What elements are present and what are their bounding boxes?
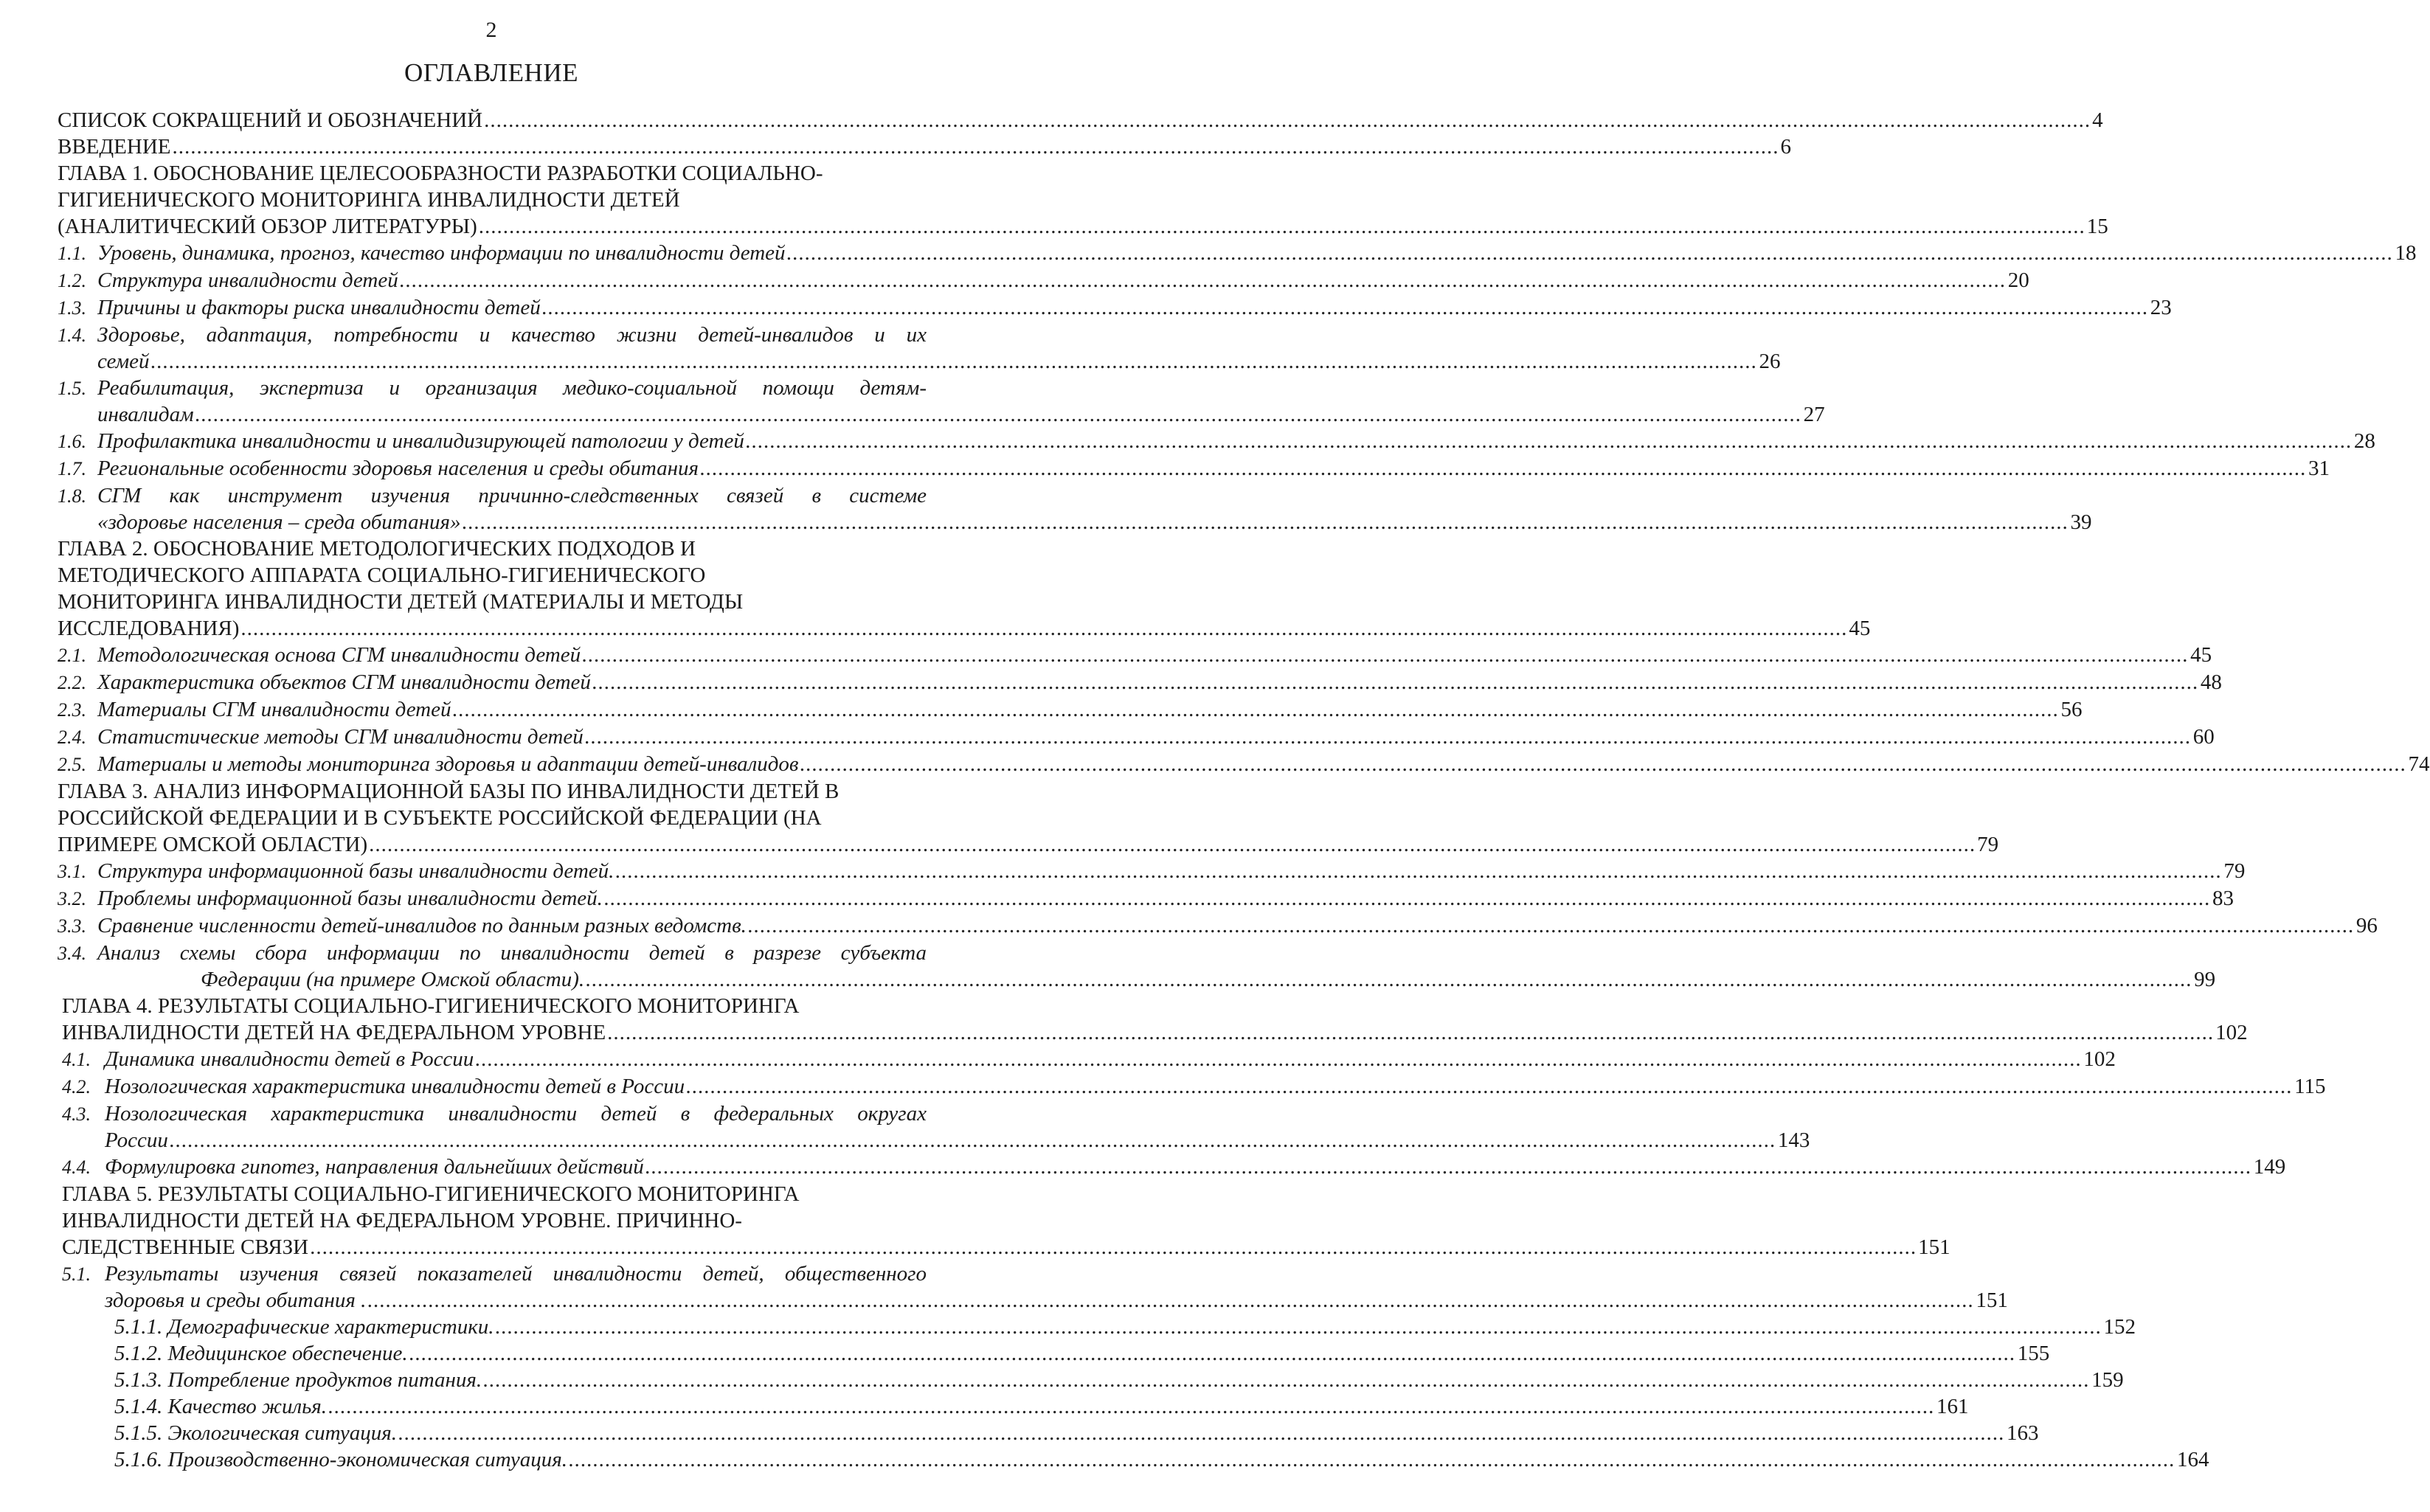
toc-page-number: 56 xyxy=(2060,698,2083,721)
toc-subsubsection-entry xyxy=(114,1446,2209,1473)
toc-entry-title: Уровень, динамика, прогноз, качество информации по инвалидности детей xyxy=(97,241,786,265)
toc-leader-dots xyxy=(586,966,2192,993)
toc-entry-title: 5.1.1. Демографические характеристики. xyxy=(114,1315,494,1339)
toc-page-number: 20 xyxy=(2007,268,2029,292)
toc-entry-title: (АНАЛИТИЧЕСКИЙ ОБЗОР ЛИТЕРАТУРЫ) xyxy=(58,215,477,238)
toc-section-entry xyxy=(62,1046,2116,1073)
toc-section-entry xyxy=(58,724,2215,751)
toc-section-entry xyxy=(58,858,2246,885)
toc-page-number: 159 xyxy=(2091,1368,2124,1392)
toc-entry-line: ГЛАВА 4. РЕЗУЛЬТАТЫ СОЦИАЛЬНО-ГИГИЕНИЧЕСКОГО МОНИТОРИНГА xyxy=(62,994,800,1018)
toc-entry-title: Структура информационной базы инвалидности детей. xyxy=(97,859,615,883)
toc-page-number: 27 xyxy=(1803,403,1825,426)
toc-page-number: 152 xyxy=(2103,1315,2136,1339)
toc-entry-line: Реабилитация, экспертиза и организация медико-социальной помощи детям- xyxy=(97,376,927,400)
toc-subsubsection-entry xyxy=(114,1340,2050,1367)
toc-entry-line: ГЛАВА 2. ОБОСНОВАНИЕ МЕТОДОЛОГИЧЕСКИХ ПОДХОДОВ И xyxy=(58,537,696,561)
toc-entry-line: Анализ схемы сбора информации по инвалидности детей в разрезе субъекта xyxy=(97,941,927,965)
toc-entry-title: Профилактика инвалидности и инвалидизирующей патологии у детей xyxy=(97,429,744,453)
toc-leader-dots xyxy=(569,1446,2175,1473)
toc-leader-dots xyxy=(787,240,2394,266)
toc-section-entry xyxy=(58,669,2222,696)
toc-leader-dots xyxy=(195,401,1802,428)
toc-entry-number: 1.1. xyxy=(58,243,86,264)
toc-leader-dots xyxy=(585,724,2192,750)
toc-chapter-entry xyxy=(58,535,1871,642)
toc-page-number: 96 xyxy=(2355,914,2378,937)
toc-leader-dots xyxy=(173,133,1779,160)
toc-section-entry xyxy=(58,375,1825,428)
toc-entry-number: 4.3. xyxy=(62,1103,91,1125)
toc-entry-title: 5.1.5. Экологическая ситуация. xyxy=(114,1421,398,1445)
toc-page-number: 151 xyxy=(1918,1235,1950,1259)
page-number: 2 xyxy=(485,18,497,42)
toc-entry-line: ГЛАВА 1. ОБОСНОВАНИЕ ЦЕЛЕСООБРАЗНОСТИ РАЗРАБОТКИ СОЦИАЛЬНО- xyxy=(58,162,823,185)
toc-page-number: 15 xyxy=(2086,215,2108,238)
toc-section-entry xyxy=(58,322,1781,375)
toc-leader-dots xyxy=(367,1287,1974,1314)
toc-leader-dots xyxy=(645,1154,2252,1180)
toc-entry-number: 1.7. xyxy=(58,458,86,479)
toc-entry-title: 5.1.6. Производственно-экономическая ситуация. xyxy=(114,1448,567,1471)
toc-leader-dots xyxy=(800,751,2407,777)
toc-leader-dots xyxy=(484,107,2091,133)
toc-page-number: 99 xyxy=(2194,968,2216,991)
toc-page-number: 102 xyxy=(2215,1021,2248,1044)
toc-entry-title: Характеристика объектов СГМ инвалидности детей xyxy=(97,670,591,694)
toc-leader-dots xyxy=(542,294,2149,321)
toc-leader-dots xyxy=(746,428,2353,454)
toc-section-entry xyxy=(62,1100,1810,1154)
toc-chapter-entry xyxy=(58,133,1791,160)
toc-leader-dots xyxy=(483,1367,2090,1393)
toc-entry-line: МЕТОДИЧЕСКОГО АППАРАТА СОЦИАЛЬНО-ГИГИЕНИЧЕСКОГО xyxy=(58,563,706,587)
toc-page-number: 74 xyxy=(2408,752,2430,776)
toc-entry-number: 2.5. xyxy=(58,754,86,775)
toc-entry-title: ИНВАЛИДНОСТИ ДЕТЕЙ НА ФЕДЕРАЛЬНОМ УРОВНЕ xyxy=(62,1021,606,1044)
toc-entry-title: Причины и факторы риска инвалидности детей xyxy=(97,296,541,319)
toc-page-number: 143 xyxy=(1777,1128,1810,1152)
toc-entry-number: 2.1. xyxy=(58,645,86,666)
toc-page-number: 155 xyxy=(2017,1342,2050,1365)
toc-title: ОГЛАВЛЕНИЕ xyxy=(404,58,578,87)
toc-leader-dots xyxy=(369,831,1976,858)
toc-chapter-entry xyxy=(58,107,2103,133)
toc-page-number: 79 xyxy=(2223,859,2246,883)
toc-entry-number: 1.4. xyxy=(58,325,86,346)
toc-page-number: 149 xyxy=(2253,1155,2286,1179)
toc-entry-line: Нозологическая характеристика инвалидности детей в федеральных округах xyxy=(105,1102,927,1126)
toc-leader-dots xyxy=(151,348,1758,375)
toc-entry-title: ИССЛЕДОВАНИЯ) xyxy=(58,617,240,640)
toc-leader-dots xyxy=(592,669,2199,696)
toc-entry-title: Формулировка гипотез, направления дальнейших действий xyxy=(105,1155,644,1179)
toc-entry-line: МОНИТОРИНГА ИНВАЛИДНОСТИ ДЕТЕЙ (МАТЕРИАЛЫ И МЕТОДЫ xyxy=(58,590,744,614)
toc-page-number: 79 xyxy=(1977,833,1999,856)
toc-leader-dots xyxy=(328,1393,1935,1420)
toc-entry-number: 2.4. xyxy=(58,726,86,748)
toc-entry-line: ГЛАВА 3. АНАЛИЗ ИНФОРМАЦИОННОЙ БАЗЫ ПО ИНВАЛИДНОСТИ ДЕТЕЙ В xyxy=(58,780,840,803)
toc-section-entry xyxy=(58,751,2430,778)
toc-page-number: 4 xyxy=(2092,108,2103,132)
toc-leader-dots xyxy=(170,1127,1776,1154)
toc-entry-number: 4.2. xyxy=(62,1076,91,1097)
toc-entry-line: РОССИЙСКОЙ ФЕДЕРАЦИИ И В СУБЪЕКТЕ РОССИЙСКОЙ ФЕДЕРАЦИИ (НА xyxy=(58,806,822,830)
toc-leader-dots xyxy=(615,858,2222,884)
toc-leader-dots xyxy=(686,1073,2293,1100)
toc-page-number: 60 xyxy=(2192,725,2215,749)
toc-entry-line: Результаты изучения связей показателей инвалидности детей, общественного xyxy=(105,1262,927,1286)
toc-section-entry xyxy=(58,885,2234,912)
toc-entry-title: здоровья и среды обитания . xyxy=(105,1289,367,1312)
toc-chapter-entry xyxy=(62,993,2248,1046)
toc-entry-number: 2.3. xyxy=(58,699,86,721)
toc-entry-title: ВВЕДЕНИЕ xyxy=(58,135,171,159)
toc-leader-dots xyxy=(453,696,2060,723)
toc-section-entry xyxy=(62,1073,2326,1100)
toc-leader-dots xyxy=(475,1046,2082,1072)
toc-entry-title: 5.1.2. Медицинское обеспечение. xyxy=(114,1342,408,1365)
toc-leader-dots xyxy=(700,455,2307,482)
toc-leader-dots xyxy=(604,885,2211,912)
toc-page-number: 6 xyxy=(1780,135,1791,159)
toc-page-number: 23 xyxy=(2150,296,2172,319)
toc-entry-title: инвалидам xyxy=(97,403,194,426)
toc-entry-number: 2.2. xyxy=(58,672,86,693)
toc-entry-title: «здоровье населения – среда обитания» xyxy=(97,510,461,534)
toc-chapter-entry xyxy=(58,778,1999,858)
toc-entry-title: СЛЕДСТВЕННЫЕ СВЯЗИ xyxy=(62,1235,309,1259)
toc-entry-title: Структура инвалидности детей xyxy=(97,268,398,292)
toc-section-entry xyxy=(58,240,2417,267)
toc-entry-title: СПИСОК СОКРАЩЕНИЙ И ОБОЗНАЧЕНИЙ xyxy=(58,108,483,132)
toc-leader-dots xyxy=(310,1234,1917,1260)
toc-subsubsection-entry xyxy=(114,1314,2136,1340)
toc-leader-dots xyxy=(240,615,1847,642)
toc-entry-title: Материалы СГМ инвалидности детей xyxy=(97,698,451,721)
toc-entry-title: Проблемы информационной базы инвалидности детей. xyxy=(97,887,603,910)
toc-entry-title: Нозологическая характеристика инвалидности детей в России xyxy=(105,1075,685,1098)
toc-leader-dots xyxy=(748,912,2355,939)
toc-entry-title: Динамика инвалидности детей в России xyxy=(105,1047,474,1071)
toc-leader-dots xyxy=(400,267,2007,294)
toc-entry-number: 4.4. xyxy=(62,1156,91,1178)
toc-leader-dots xyxy=(409,1340,2016,1367)
toc-page-number: 39 xyxy=(2070,510,2092,534)
toc-entry-number: 1.8. xyxy=(58,485,86,507)
toc-section-entry xyxy=(58,482,2092,535)
toc-subsubsection-entry xyxy=(114,1367,2124,1393)
toc-page-number: 151 xyxy=(1976,1289,2008,1312)
toc-entry-number: 3.1. xyxy=(58,861,86,882)
toc-entry-number: 1.3. xyxy=(58,297,86,319)
toc-subsubsection-entry xyxy=(114,1393,1969,1420)
toc-leader-dots xyxy=(496,1314,2102,1340)
toc-entry-title: Статистические методы СГМ инвалидности детей xyxy=(97,725,584,749)
toc-section-entry xyxy=(62,1154,2286,1181)
toc-entry-title: Федерации (на примере Омской области). xyxy=(201,968,585,991)
toc-entry-title: России xyxy=(105,1128,168,1152)
toc-page-number: 115 xyxy=(2294,1075,2326,1098)
toc-entry-title: 5.1.4. Качество жилья. xyxy=(114,1395,328,1418)
toc-page-number: 31 xyxy=(2308,457,2330,480)
toc-entry-number: 1.6. xyxy=(58,431,86,452)
toc-section-entry xyxy=(58,455,2330,482)
table-of-contents xyxy=(0,107,2430,1473)
toc-page-number: 18 xyxy=(2395,241,2417,265)
toc-page-number: 164 xyxy=(2176,1448,2209,1471)
toc-page-number: 102 xyxy=(2083,1047,2116,1071)
toc-section-entry xyxy=(58,428,2375,455)
toc-entry-title: ПРИМЕРЕ ОМСКОЙ ОБЛАСТИ) xyxy=(58,833,368,856)
toc-entry-title: 5.1.3. Потребление продуктов питания. xyxy=(114,1368,482,1392)
toc-section-entry xyxy=(58,642,2212,669)
toc-section-entry xyxy=(62,1260,2008,1314)
toc-page-number: 45 xyxy=(1849,617,1871,640)
toc-page-number: 45 xyxy=(2190,643,2212,667)
toc-section-entry xyxy=(58,696,2083,724)
toc-entry-title: Сравнение численности детей-инвалидов по данным разных ведомств. xyxy=(97,914,747,937)
toc-section-entry xyxy=(58,912,2378,940)
toc-page-number: 161 xyxy=(1936,1395,1969,1418)
toc-leader-dots xyxy=(582,642,2189,668)
toc-chapter-entry xyxy=(62,1181,1950,1260)
toc-entry-number: 3.2. xyxy=(58,888,86,909)
toc-entry-line: ИНВАЛИДНОСТИ ДЕТЕЙ НА ФЕДЕРАЛЬНОМ УРОВНЕ. ПРИЧИННО- xyxy=(62,1209,742,1232)
toc-leader-dots xyxy=(398,1420,2005,1446)
toc-entry-number: 4.1. xyxy=(62,1049,91,1070)
toc-entry-line: ГИГИЕНИЧЕСКОГО МОНИТОРИНГА ИНВАЛИДНОСТИ ДЕТЕЙ xyxy=(58,188,680,212)
toc-entry-title: Методологическая основа СГМ инвалидности детей xyxy=(97,643,581,667)
toc-entry-title: семей xyxy=(97,350,150,373)
toc-leader-dots xyxy=(462,509,2069,535)
toc-entry-number: 3.3. xyxy=(58,915,86,937)
toc-page-number: 163 xyxy=(2007,1421,2039,1445)
toc-entry-number: 1.2. xyxy=(58,270,86,291)
toc-page-number: 83 xyxy=(2212,887,2234,910)
toc-entry-number: 1.5. xyxy=(58,378,86,399)
toc-section-entry xyxy=(58,267,2029,294)
toc-leader-dots xyxy=(479,213,2085,240)
toc-page-number: 48 xyxy=(2200,670,2222,694)
toc-section-entry xyxy=(58,940,2216,993)
toc-entry-title: Материалы и методы мониторинга здоровья и адаптации детей-инвалидов xyxy=(97,752,799,776)
toc-entry-title: Региональные особенности здоровья населения и среды обитания xyxy=(97,457,699,480)
toc-entry-number: 3.4. xyxy=(58,943,86,964)
toc-section-entry xyxy=(58,294,2172,322)
toc-entry-line: ГЛАВА 5. РЕЗУЛЬТАТЫ СОЦИАЛЬНО-ГИГИЕНИЧЕСКОГО МОНИТОРИНГА xyxy=(62,1182,800,1206)
toc-entry-number: 5.1. xyxy=(62,1263,91,1285)
toc-chapter-entry xyxy=(58,160,2108,240)
toc-page-number: 26 xyxy=(1759,350,1781,373)
toc-page-number: 28 xyxy=(2353,429,2375,453)
toc-subsubsection-entry xyxy=(114,1420,2039,1446)
toc-leader-dots xyxy=(607,1019,2214,1046)
toc-entry-line: СГМ как инструмент изучения причинно-следственных связей в системе xyxy=(97,484,927,507)
toc-entry-line: Здоровье, адаптация, потребности и качество жизни детей-инвалидов и их xyxy=(97,323,927,347)
